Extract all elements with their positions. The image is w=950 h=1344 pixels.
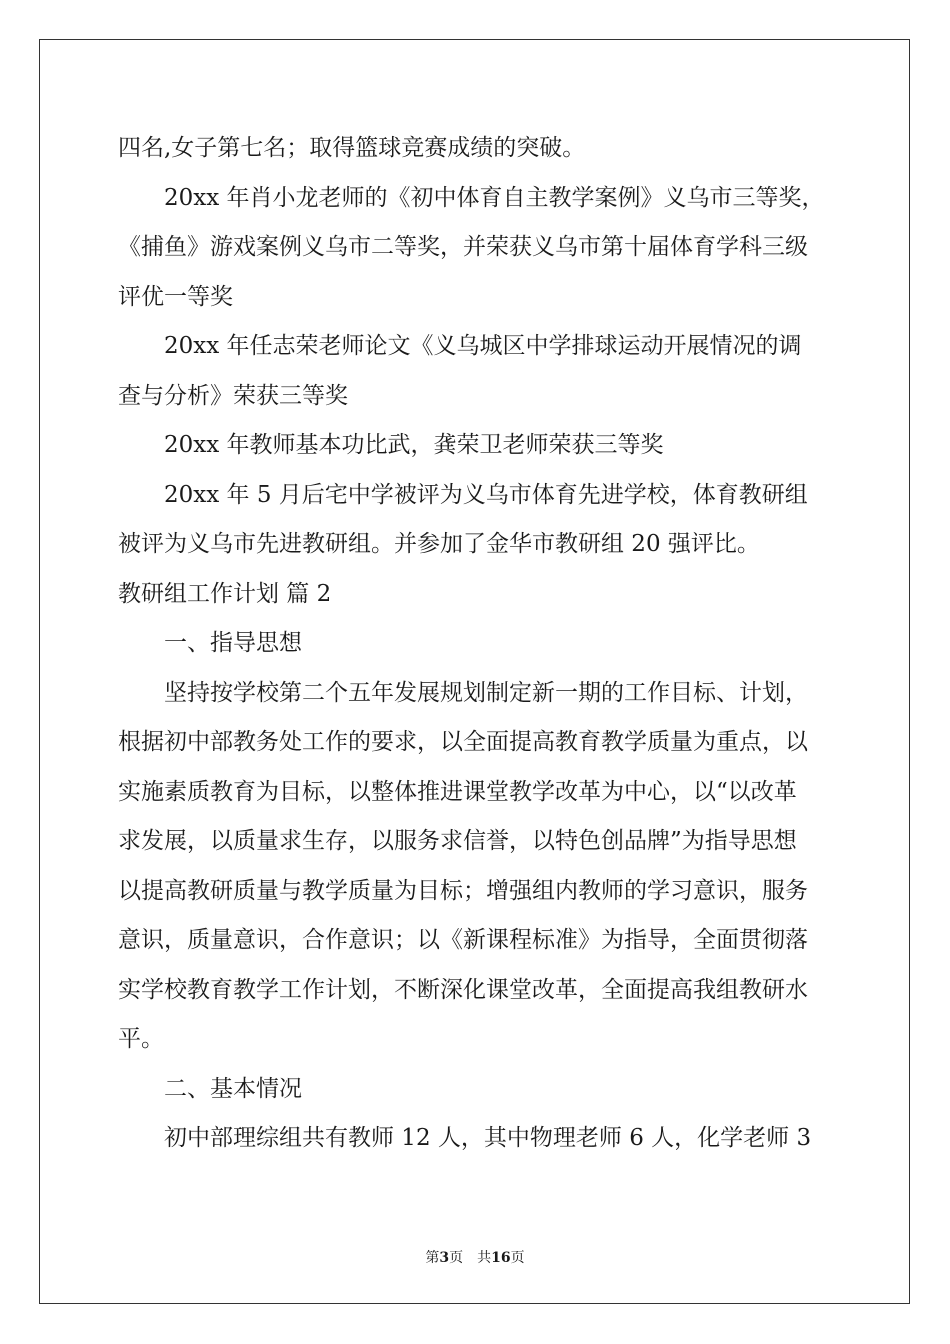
footer-current-page: 3 — [439, 1250, 450, 1266]
page-footer — [0, 1247, 950, 1267]
footer-suffix: 页 — [510, 1250, 525, 1266]
text-line: 被评为义乌市先进教研组。并参加了金华市教研组 20 强评比。 — [118, 531, 760, 557]
text-line: 查与分析》荣获三等奖 — [118, 382, 348, 409]
text-line: 一、指导思想 — [164, 630, 302, 656]
text-line: 坚持按学校第二个五年发展规划制定新一期的工作目标、计划， — [164, 679, 808, 706]
text-line: 20xx 年 5 月后宅中学被评为义乌市体育先进学校，体育教研组 — [164, 481, 808, 508]
text-line: 实施素质教育为目标，以整体推进课堂教学改革为中心，以“以改革 — [118, 778, 797, 805]
text-line: 二、基本情况 — [164, 1075, 302, 1102]
text-line: 教研组工作计划 篇 2 — [118, 580, 332, 607]
text-line: 平。 — [118, 1026, 164, 1052]
text-line: 初中部理综组共有教师 12 人，其中物理老师 6 人，化学老师 3 — [164, 1125, 812, 1151]
text-line: 意识，质量意识，合作意识；以《新课程标准》为指导，全面贯彻落 — [118, 927, 808, 953]
text-line: 以提高教研质量与教学质量为目标；增强组内教师的学习意识，服务 — [118, 877, 808, 904]
text-line: 20xx 年任志荣老师论文《义乌城区中学排球运动开展情况的调 — [164, 333, 802, 359]
text-line: 评优一等奖 — [118, 283, 233, 310]
footer-prefix: 第 — [425, 1250, 440, 1266]
text-line: 四名,女子第七名；取得篮球竞赛成绩的突破。 — [118, 135, 586, 161]
footer-total-pages: 16 — [491, 1250, 511, 1266]
text-line: 《捕鱼》游戏案例义乌市二等奖，并荣获义乌市第十届体育学科三级 — [118, 234, 808, 260]
footer-mid: 页 共 — [449, 1250, 492, 1266]
text-line: 20xx 年肖小龙老师的《初中体育自主教学案例》义乌市三等奖， — [164, 184, 825, 211]
text-line: 根据初中部教务处工作的要求，以全面提高教育教学质量为重点，以 — [118, 729, 808, 755]
text-line: 实学校教育教学工作计划，不断深化课堂改革，全面提高我组教研水 — [118, 976, 808, 1003]
text-line: 20xx 年教师基本功比武，龚荣卫老师荣获三等奖 — [164, 432, 664, 458]
document-body — [118, 124, 838, 1164]
text-line: 求发展，以质量求生存，以服务求信誉，以特色创品牌”为指导思想 — [118, 828, 797, 854]
